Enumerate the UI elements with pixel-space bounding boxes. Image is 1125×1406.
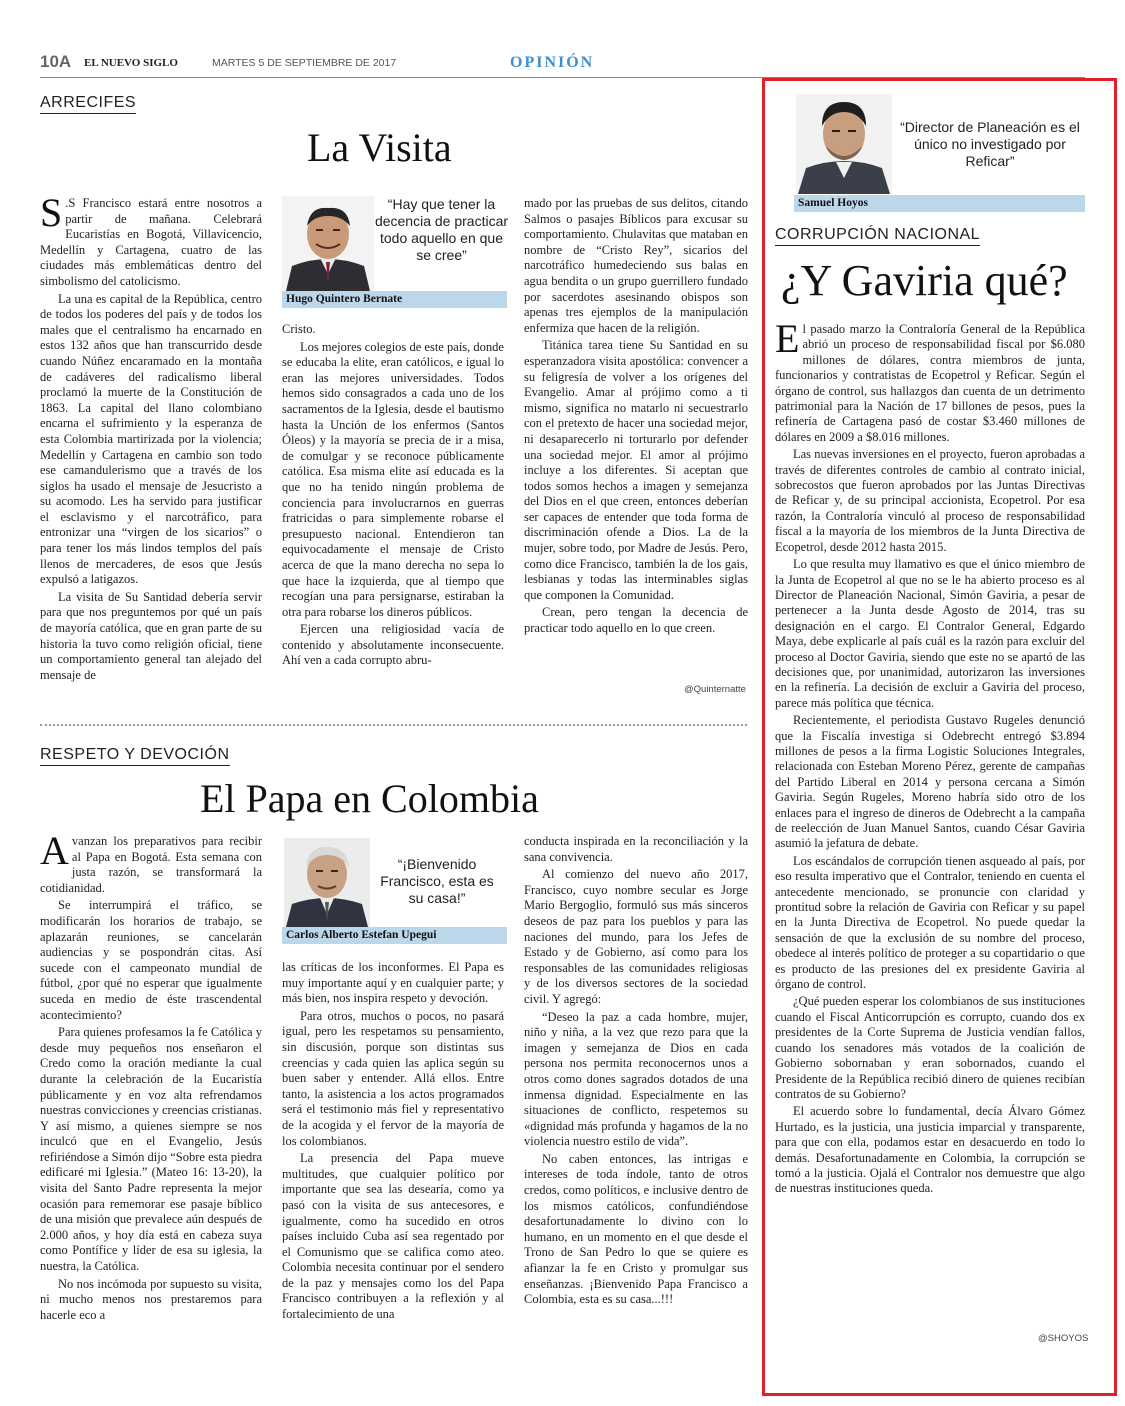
author-portrait-samuel-hoyos — [796, 94, 892, 194]
article2-column-3 — [524, 834, 748, 1354]
newspaper-name: EL NUEVO SIGLO — [84, 57, 178, 69]
article2-paragraph: Se interrumpirá el tráfico, se modificarán los horarios de trabajo, se aplazarán reuniones, se cancelarán audiencias y se pospondrán citas. Así sucede con el campeonato mundial de fútbol, ¿por qué no esperar que igualmente suceda en medio de éste trascendental acontecimiento? — [40, 898, 262, 1022]
article3-paragraph: Lo que resulta muy llamativo es que el único miembro de la Junta de Ecopetrol al que no se le ha abierto proceso es al Director de Planeación Nacional, Simón Gaviria, a pesar de pertenecer a la Junta desde Agosto de 2014, tras su designación en el cargo. El Contralor General, Edgardo Maya, debe explicarle al país cuál es la razón para excluir del proceso al Doctor Gaviria, siendo que este no se apartó de las decisiones que, por unanimidad, autorizaron las inversiones en la refinería. La decisión de excluir a Gaviria del proceso, parece más política que técnica. — [775, 557, 1085, 710]
article2-column-1 — [40, 834, 262, 1354]
drop-cap: S — [40, 196, 63, 235]
section-divider — [40, 724, 747, 726]
section-title: OPINIÓN — [510, 54, 595, 71]
article1-paragraph: Cristo. — [282, 322, 316, 336]
article1-twitter-handle[interactable]: @Quinternatte — [684, 684, 746, 695]
article2-column-2 — [282, 960, 504, 1354]
article3-body — [775, 322, 1085, 1327]
article2-paragraph: No nos incómoda por supuesto su visita, ni mucho menos nos prestaremos para hacerle eco a — [40, 1276, 262, 1322]
drop-cap: A — [40, 834, 69, 873]
issue-date: MARTES 5 DE SEPTIEMBRE DE 2017 — [212, 57, 397, 69]
article1-column-3 — [524, 196, 748, 681]
article3-paragraph: El acuerdo sobre lo fundamental, decía Álvaro Gómez Hurtado, es la justicia, una justicia imparcial y transparente, para que con ella, podamos estar en desacuerdo en todo lo demás. Desafortunadamente en Colombia, la corrupción se tomó a la justicia. Ojalá el Contralor nos demuestre que algo de nuestras instituciones queda. — [775, 1104, 1085, 1196]
article2-paragraph: Para quienes profesamos la fe Católica y desde muy pequeños nos enseñaron el Credo como la oración mediante la cual durante la celebración de la Eucaristía públicamente y en voz alta refrendamos nuestras convicciones y creencias cristianas. Y así mismo, a quienes siempre se nos inculcó que en el Evangelio, Jesús refiriéndose a Simón dijo “Sobre esta piedra edificaré mi Iglesia.” (Mateo 16: 13-20), la visita del Santo Padre representa la mejor ocasión para rememorar ese pasaje bíblico de una misión que prevalece aún después de 2.000 años, y hoy día está en cabeza suya como Pontífice y líder de esa su iglesia, la nuestra, la Católica. — [40, 1025, 262, 1274]
article2-paragraph: las críticas de los inconformes. El Papa es muy importante aquí y en cualquier parte; y más bien, nos inspira respeto y devoción. — [282, 960, 504, 1006]
article1-pull-quote: “Hay que tener la decencia de practicar todo aquello en que se cree” — [374, 196, 509, 263]
article1-title: La Visita — [307, 125, 452, 170]
article2-kicker: RESPETO Y DEVOCIÓN — [40, 746, 230, 766]
article1-paragraph: Ejercen una religiosidad vacía de contenido y absolutamente inconsecuente. Ahí ven a cada corrupto abru- — [282, 622, 504, 668]
article2-paragraph: Avanzan los preparativos para recibir al Papa en Bogotá. Esta semana con justa razón, se transformará la cotidianidad. — [40, 834, 262, 895]
article1-kicker: ARRECIFES — [40, 94, 136, 114]
article1-author-name: Hugo Quintero Bernate — [282, 291, 507, 308]
article1-paragraph: La visita de Su Santidad debería servir para que nos preguntemos por qué un país de mayoría católica, que en gran parte de su historia la tuvo como religión oficial, tiene un comportamiento general tan alejado del mensaje de — [40, 589, 262, 682]
author-portrait-hugo-quintero — [282, 196, 374, 291]
article3-paragraph: El pasado marzo la Contraloría General de la República abrió un proceso de responsabilidad fiscal por $6.080 millones de dólares, contra miembros de junta, funcionarios y contratistas de Ecopetrol y Reficar. Según el órgano de control, sus hallazgos dan cuenta de un detrimento patrimonial para la Nación de 17 billones de pesos, pues la refinería de Cartagena pasó de costar $3.460 millones de dólares en 2009 a $8.016 millones. — [775, 322, 1085, 444]
article3-twitter-handle[interactable]: @SHOYOS — [1038, 1333, 1089, 1344]
article1-column-2 — [282, 322, 504, 698]
article2-paragraph: Al comienzo del nuevo año 2017, Francisco, cuyo nombre secular es Jorge Mario Bergoglio, formuló sus más sinceros deseos de paz para los pueblos y para las naciones del mundo, para los Jefes de Estado y de Gobierno, así como para los responsables de las comunidades religiosas y de los diversos sectores de la sociedad civil. Y agregó: — [524, 867, 748, 1006]
article1-paragraph: mado por las pruebas de sus delitos, citando Salmos o pasajes Bíblicos para excusar su comportamiento. Chulavitas que mataban en nombre de “Cristo Rey”, sicarios del narcotráfico humedeciendo sus balas en agua bendita o un grupo guerrillero fundado por sacerdotes asesinando obispos son apenas tres ejemplos de la manipulación enfermiza que hacen de la religión. — [524, 196, 748, 335]
page-number: 10A — [40, 52, 72, 71]
author-portrait-carlos-estefan — [284, 838, 370, 927]
article3-paragraph: Los escándalos de corrupción tienen asqueado al país, por eso resulta imperativo que el Contralor, teniendo en cuenta el antecedente mencionado, se pronuncie con claridad y prontitud sobre la relación de Gaviria con Reficar y su papel en la Junta Directiva de Ecopetrol. No puede quedar la sensación de que la exclusión de su nombre del proceso, obedece al interés político de proteger a su copartidario o que es producto de las presiones del ex presidente Gaviria al órgano de control. — [775, 853, 1085, 992]
article2-paragraph: La presencia del Papa mueve multitudes, que cualquier político por importante que sea las desearía, como ya pasó con la visita de sus antecesores, e igualmente, como ha sucedido en otros países incluido Cuba así sea regentado por el Comunismo que se califica como ateo. Colombia necesita continuar por el sendero de la paz y mensajes como los del Papa Francisco contribuyen a la reflexión y al fortalecimiento de una — [282, 1151, 504, 1322]
article2-paragraph: “Deseo la paz a cada hombre, mujer, niño y niña, a la vez que rezo para que la imagen y semejanza de Dios en cada persona nos permita reconocernos unos a otros como dones sagrados dotados de una inmensa dignidad. Especialmente en las situaciones de conflicto, respetemos su «dignidad más profunda y hagamos de la no violencia nuestro estilo de vida”. — [524, 1009, 748, 1149]
article2-title: El Papa en Colombia — [200, 776, 539, 821]
article1-column-1 — [40, 196, 262, 698]
article3-pull-quote: “Director de Planeación es el único no investigado por Reficar” — [900, 119, 1080, 169]
article2-paragraph: No caben entonces, las intrigas e intereses de toda índole, tanto de otros credos, como políticos, e inclusive dentro de los mismos católicos, confundiéndose desafortunadamente lo divino con lo humano, en un momento en el que desde el Trono de San Pedro lo que se quiere es afianzar la fe en Cristo y promulgar sus enseñanzas. ¡Bienvenido Papa Francisco a Colombia, esta es su casa...!!! — [524, 1151, 748, 1307]
article2-paragraph: Para otros, muchos o pocos, no pasará igual, pero les respetamos su pensamiento, sin discusión, porque son distintas sus creencias y cada quien las aplica según su buen saber y entender. Allá ellos. Entre tanto, la asistencia a los actos programados será el testimonio más fiel y representativo de la acogida y el fervor de la mayoría de los colombianos. — [282, 1008, 504, 1148]
article1-paragraph: Los mejores colegios de este país, donde se educaba la elite, eran católicos, e igual lo eran las mejores universidades. Todos hemos sido consagrados a cada uno de los sacramentos de la Iglesia, desde el bautismo hasta la Unción de los enfermos (Santos Óleos) y la mayoría se precia de ir a misa, de comulgar y se reconoce públicamente católica. Esa misma elite así educada es la que no ha tenido ningún problema de conciencia para involucrarnos en guerras fratricidas o para simplemente robarse el presupuesto nacional. Entendieron tan equivocadamente el mensaje de Cristo acerca de que la mano derecha no sepa lo que hace la izquierda, que al tiempo que recogían una para persignarse, estiraban la otra para robarse los dineros públicos. — [282, 339, 504, 619]
article3-paragraph: Recientemente, el periodista Gustavo Rugeles denunció que la Fiscalía investiga si Odebrecht entregó $3.894 millones de pesos a la firma Logistic Soluciones Integrales, relacionada con Esteban Moreno Pérez, gerente de campañas del Partido Liberal en 2014 y persona cercana a Simón Gaviria. Según Rugeles, Moreno habría sido otro de los enlaces para el ingreso de dineros de Odebrecht a la campaña de reelección de Juan Manuel Santos, cuando César Gaviria asumió la jefatura de debate. — [775, 713, 1085, 851]
article2-author-box — [282, 838, 507, 944]
masthead — [40, 52, 1085, 78]
article3-title: ¿Y Gaviria qué? — [781, 256, 1068, 305]
article2-paragraph: conducta inspirada en la reconciliación y la sana convivencia. — [524, 834, 748, 864]
article1-author-box — [282, 196, 507, 308]
article3-author-box — [794, 94, 1085, 212]
article1-paragraph: La una es capital de la República, centro de todos los poderes del país y de todos los males que el centralismo ha encarnado en estos 132 años que han transcurrido desde cuando Núñez encaramado en la montaña de cadáveres del radicalismo liberal proclamó la muerte de la Constitución de 1863. La capital del llano colombiano encarna el sufrimiento y la esperanza de esta Colombia martirizada por la violencia; Medellín y Cartagena en cambio son todo ese camandulerismo que a través de los siglos ha usado el mensaje de Jesucristo a su acomodo. Les ha servido para justificar el esclavismo y el narcotráfico, para entronizar una “virgen de los sicarios” o para tener los más lindos templos del país llenos de mercaderes, de esos que Jesús expulsó a latigazos. — [40, 291, 262, 587]
drop-cap: E — [775, 322, 800, 361]
article3-author-name: Samuel Hoyos — [794, 195, 1085, 212]
article1-paragraph: Crean, pero tengan la decencia de practicar todo aquello en lo que creen. — [524, 605, 748, 636]
article1-paragraph: Titánica tarea tiene Su Santidad en su esperanzadora visita apostólica: convencer a su feligresía de volver a los orígenes del Evangelio. Amar al prójimo como a ti mismo, significa no matarlo ni secuestrarlo con el pretexto de hacer una sociedad mejor, ni desaparecerlo ni torturarlo por defender una sociedad mejor. El amor al prójimo incluye a los diferentes. Si aceptan que todos somos hechos a imagen y semejanza del Dios en el que creen, entonces deberían ser capaces de entender que toda forma de discriminación ofende a Dios. La de la mujer, sobre todo, por Madre de Jesús. Pero, como dice Francisco, también la de los gais, lesbianas y todas las interminables siglas que componen la Comunidad. — [524, 338, 748, 602]
article3-paragraph: ¿Qué pueden esperar los colombianos de sus instituciones cuando el Fiscal Anticorrupción es corrupto, cuando dos ex presidentes de la Corte Suprema de Justicia vendían fallos, cuando los senadores más votados de la coalición de Gobierno sobornaban y eran sobornados, cuando el Presidente de la República recibió dinero de quienes recibían contratos de su Gobierno? — [775, 994, 1085, 1101]
article1-paragraph: S .S Francisco estará entre nosotros a partir de mañana. Celebrará Eucaristías en Bogotá, Villavicencio, Medellín y Cartagena, cuatro de las ciudades más emblemáticas dentro del simbolismo del catolicismo. — [40, 196, 262, 288]
article2-author-name: Carlos Alberto Estefan Upegui — [282, 927, 507, 944]
article3-kicker: CORRUPCIÓN NACIONAL — [775, 226, 980, 246]
article2-pull-quote: “¡Bienvenido Francisco, esta es su casa!” — [380, 856, 494, 906]
article3-paragraph: Las nuevas inversiones en el proyecto, fueron aprobadas a través de diferentes controles de cambio al contrato inicial, sobrecostos que fueron aprobados por las Juntas Directivas de Reficar y, de su principal accionista, Ecopetrol. Por esa razón, la Contraloría vinculó al proceso de responsabilidad fiscal a la mayoría de los miembros de la Junta Directiva de Ecopetrol, desde 2012 hasta 2015. — [775, 447, 1085, 554]
